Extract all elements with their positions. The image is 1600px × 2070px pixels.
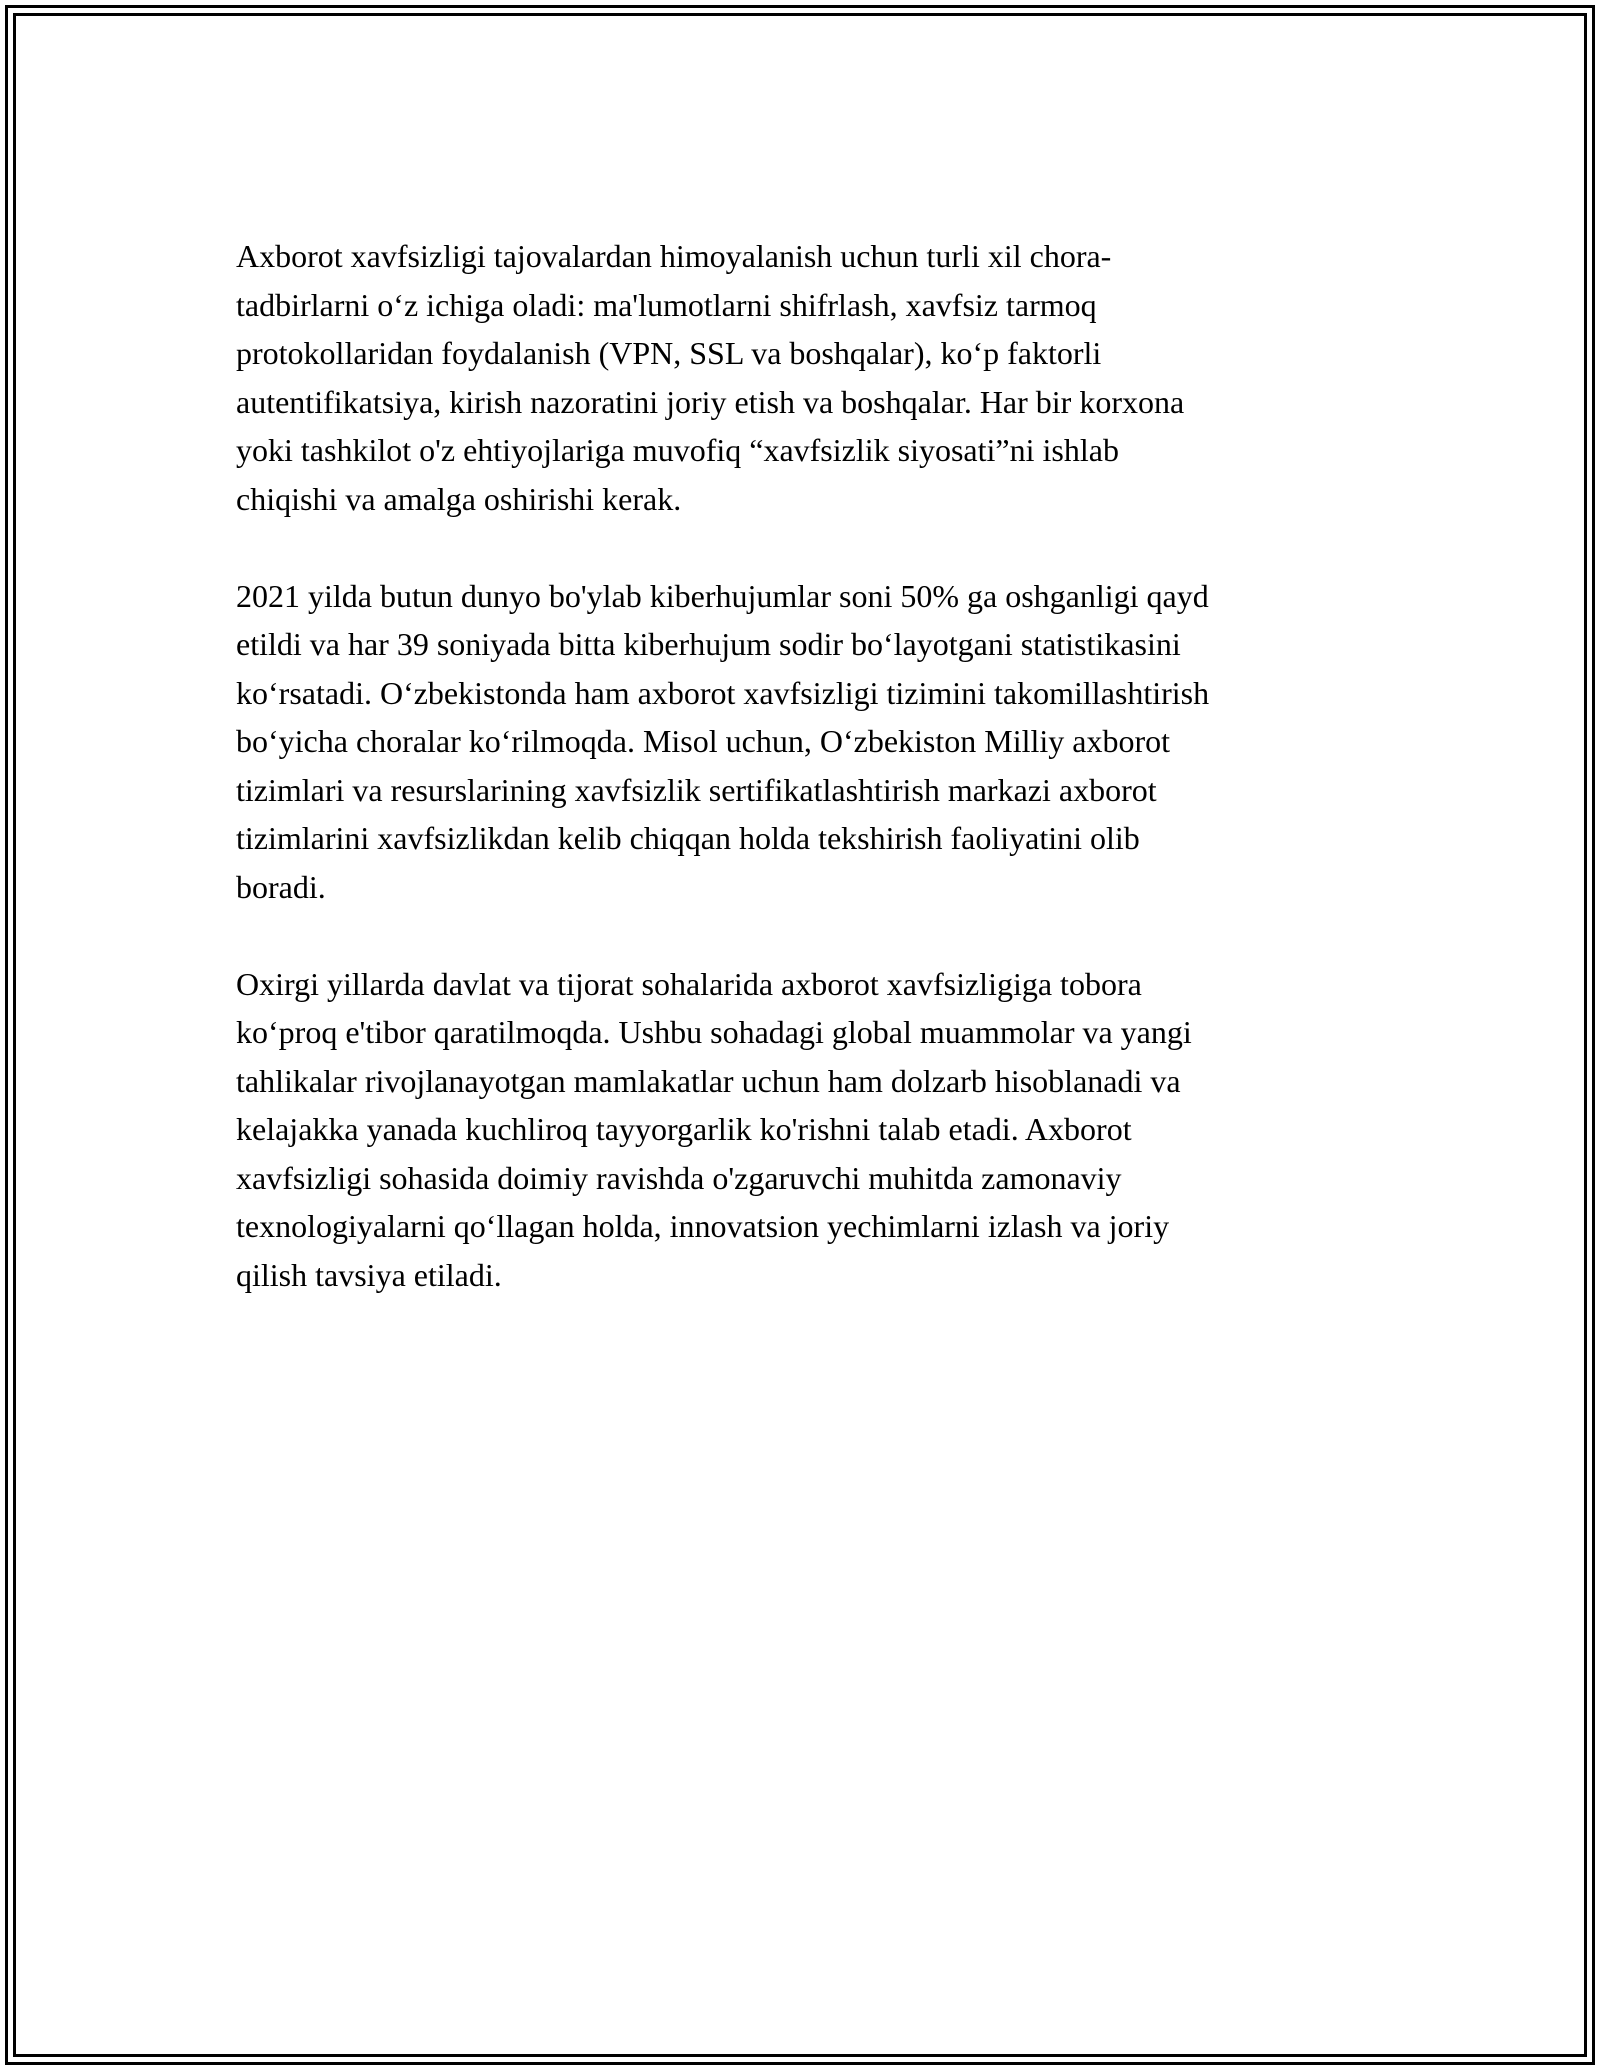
text-line: boradi. <box>236 868 326 905</box>
paragraph-3 <box>236 960 1376 1300</box>
text-line: kelajakka yanada kuchliroq tayyorgarlik ko'rishni talab etadi. Axborot <box>236 1111 1132 1147</box>
text-line: tadbirlarni o‘z ichiga oladi: ma'lumotlarni shifrlash, xavfsiz tarmoq <box>236 286 1097 323</box>
text-line: yoki tashkilot o'z ehtiyojlariga muvofiq “xavfsizlik siyosati”ni ishlab <box>236 432 1119 468</box>
text-line: chiqishi va amalga oshirishi kerak. <box>236 480 682 517</box>
text-line: texnologiyalarni qo‘llagan holda, innovatsion yechimlarni izlash va joriy <box>236 1208 1170 1244</box>
text-line: tizimlari va resurslarining xavfsizlik sertifikatlashtirish markazi axborot <box>236 771 1157 808</box>
text-line: Axborot xavfsizligi tajovalardan himoyalanish uchun turli xil chora- <box>236 238 1112 274</box>
text-line: protokollaridan foydalanish (VPN, SSL va boshqalar), ko‘p faktorli <box>236 335 1102 371</box>
text-line: tizimlarini xavfsizlikdan kelib chiqqan holda tekshirish faoliyatini olib <box>236 820 1140 856</box>
text-line: autentifikatsiya, kirish nazoratini joriy etish va boshqalar. Har bir korxona <box>236 383 1185 420</box>
text-line: tahlikalar rivojlanayotgan mamlakatlar uchun ham dolzarb hisoblanadi va <box>236 1062 1181 1099</box>
text-line: Oxirgi yillarda davlat va tijorat sohalarida axborot xavfsizligiga tobora <box>236 965 1142 1002</box>
text-line: qilish tavsiya etiladi. <box>236 1256 502 1293</box>
text-line: xavfsizligi sohasida doimiy ravishda o'zgaruvchi muhitda zamonaviy <box>236 1159 1122 1196</box>
paragraph-1 <box>236 232 1376 523</box>
text-line: bo‘yicha choralar ko‘rilmoqda. Misol uchun, O‘zbekiston Milliy axborot <box>236 723 1171 759</box>
text-line: ko‘proq e'tibor qaratilmoqda. Ushbu sohadagi global muammolar va yangi <box>236 1014 1192 1050</box>
text-line: 2021 yilda butun dunyo bo'ylab kiberhujumlar soni 50% ga oshganligi qayd <box>236 577 1209 614</box>
document-body <box>236 232 1376 1348</box>
text-line: ko‘rsatadi. O‘zbekistonda ham axborot xavfsizligi tizimini takomillashtirish <box>236 674 1210 711</box>
paragraph-2 <box>236 572 1376 912</box>
text-line: etildi va har 39 soniyada bitta kiberhujum sodir bo‘layotgani statistikasini <box>236 626 1181 662</box>
